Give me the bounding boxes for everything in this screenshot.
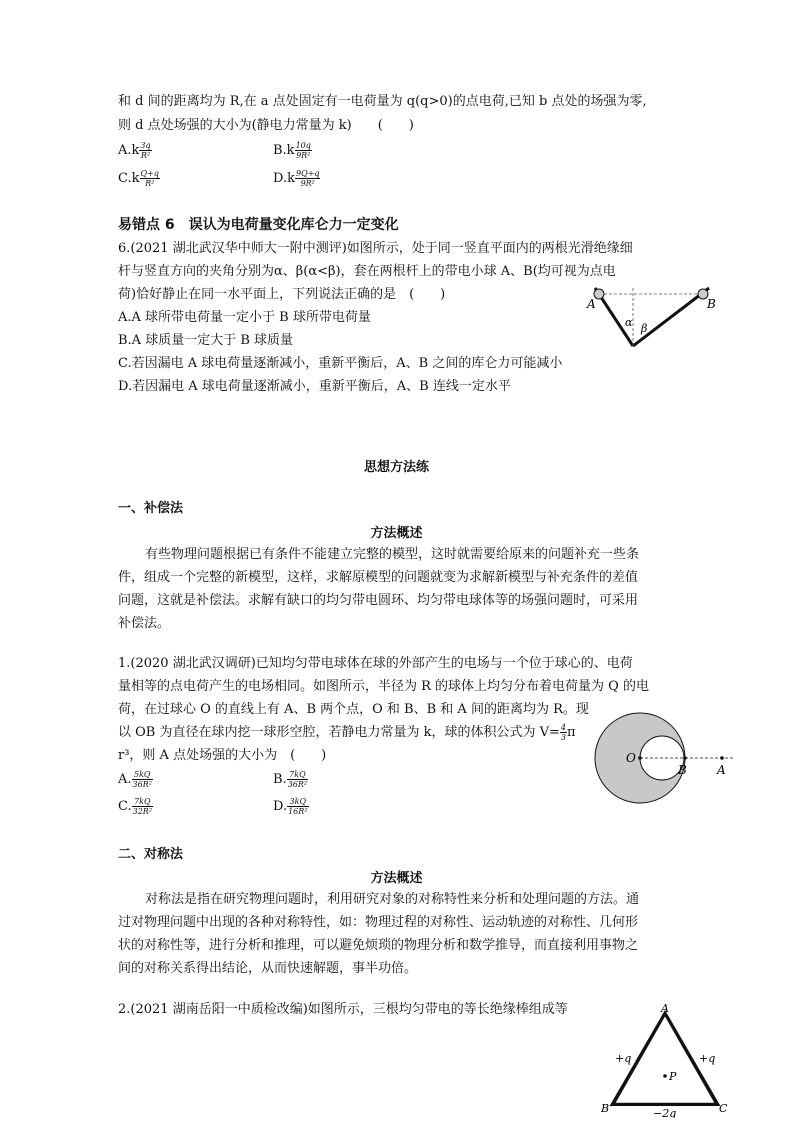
point-o bbox=[638, 756, 642, 760]
point-a bbox=[720, 756, 724, 760]
fraction: $\frac{3kQ}{\text{16R²}}$ bbox=[288, 797, 308, 816]
point-p bbox=[663, 1074, 667, 1078]
sec1-para-line2: 件，组成一个完整的新模型，这样，求解原模型的问题就变为求解新模型与补充条件的差值 bbox=[118, 570, 639, 585]
q1-option-a[interactable]: A. $\frac{5kQ}{\text{36R²}}$ bbox=[118, 770, 152, 789]
sec2-para-line1: 对称法是指在研究物理问题时，利用研究对象的对称特性来分析和处理问题的方法。通 bbox=[145, 892, 640, 907]
q1-sphere-figure bbox=[590, 700, 740, 820]
label-b: B bbox=[707, 297, 716, 311]
sec1-overview-title: 方法概述 bbox=[370, 526, 423, 541]
pitfall-6-title: 易错点 6 误认为电荷量变化库仑力一定变化 bbox=[118, 217, 399, 233]
q6-line2: 杆与竖直方向的夹角分别为α、β(α<β)，套在两根杆上的带电小球 A、B(均可视为点电 bbox=[118, 264, 616, 279]
q1-line4: 以 OB 为直径在球内挖一球形空腔，若静电力常量为 k，球的体积公式为 V= $\frac{4}{3}$ π bbox=[118, 723, 576, 742]
q1-line5: r³，则 A 点处场强的大小为 ( ) bbox=[118, 748, 327, 763]
label-beta: β bbox=[641, 322, 648, 335]
label-p: P bbox=[669, 1070, 677, 1083]
label-b: B bbox=[678, 763, 687, 777]
rod-right bbox=[633, 288, 709, 346]
q2-triangle-figure bbox=[595, 1000, 735, 1118]
q6-option-b[interactable]: B.A 球质量一定大于 B 球质量 bbox=[118, 333, 294, 348]
label-b: B bbox=[601, 1102, 610, 1115]
label-bottom-charge: −2q bbox=[653, 1107, 677, 1118]
q5-line1: 和 d 间的距离均为 R,在 a 点处固定有一电荷量为 q(q>0)的点电荷,已知 b 点处的场强为零, bbox=[118, 94, 647, 109]
sec2-overview-title: 方法概述 bbox=[370, 871, 423, 886]
label-a: A bbox=[717, 763, 726, 777]
q5-option-c[interactable]: C.k $\frac{Q+q}{\text{R²}}$ bbox=[118, 169, 159, 188]
sec1-heading: 一、补偿法 bbox=[118, 501, 184, 516]
sec2-para-line2: 过对物理问题中出现的各种对称特性，如：物理过程的对称性、运动轨迹的对称性、几何形 bbox=[118, 915, 639, 930]
sec1-para-line1: 有些物理问题根据已有条件不能建立完整的模型，这时就需要给原来的问题补充一些条 bbox=[145, 547, 640, 562]
label-c: C bbox=[719, 1102, 728, 1115]
sec2-para-line3: 状的对称性等，进行分析和推理，可以避免烦琐的物理分析和数学推导，而直接利用事物之 bbox=[118, 938, 639, 953]
label-left-charge: +q bbox=[615, 1052, 632, 1065]
fraction: $\frac{4}{3}$ bbox=[560, 723, 566, 742]
fraction: $\frac{7kQ}{\text{36R²}}$ bbox=[287, 770, 308, 789]
q5-option-a[interactable]: A.k $\frac{3q}{\text{R²}}$ bbox=[118, 141, 151, 160]
q1-option-d[interactable]: D. $\frac{3kQ}{\text{16R²}}$ bbox=[273, 797, 308, 816]
fraction: $\frac{9Q+q}{\text{9R²}}$ bbox=[295, 169, 320, 188]
label-o: O bbox=[626, 751, 636, 765]
sec2-heading: 二、对称法 bbox=[118, 847, 184, 862]
q5-option-d[interactable]: D.k $\frac{9Q+q}{\text{9R²}}$ bbox=[273, 169, 320, 188]
q6-option-c[interactable]: C.若因漏电 A 球电荷量逐渐减小，重新平衡后，A、B 之间的库仑力可能减小 bbox=[118, 356, 563, 371]
q1-line3: 荷，在过球心 O 的直线上有 A、B 两个点，O 和 B、B 和 A 间的距离均为 R。现 bbox=[118, 702, 589, 717]
point-b bbox=[683, 756, 687, 760]
q6-rods-figure bbox=[585, 280, 720, 355]
fraction: $\frac{7kQ}{\text{32R²}}$ bbox=[132, 797, 153, 816]
q2-line1: 2.(2021 湖南岳阳一中质检改编)如图所示，三根均匀带电的等长绝缘棒组成等 bbox=[118, 1002, 568, 1017]
sec2-para-line4: 间的对称关系得出结论，从而快速解题，事半功倍。 bbox=[118, 961, 418, 976]
section-title: 思想方法练 bbox=[363, 460, 429, 475]
q6-option-d[interactable]: D.若因漏电 A 球电荷量逐渐减小，重新平衡后，A、B 连线一定水平 bbox=[118, 379, 511, 394]
label-right-charge: +q bbox=[699, 1052, 716, 1065]
q6-option-a[interactable]: A.A 球所带电荷量一定小于 B 球所带电荷量 bbox=[118, 310, 371, 325]
q6-line1: 6.(2021 湖北武汉华中师大一附中测评)如图所示，处于同一竖直平面内的两根光滑绝缘细 bbox=[118, 241, 633, 256]
q1-line1: 1.(2020 湖北武汉调研)已知均匀带电球体在球的外部产生的电场与一个位于球心的、电荷 bbox=[118, 656, 633, 671]
label-alpha: α bbox=[625, 316, 633, 329]
q5-option-b[interactable]: B.k $\frac{10q}{\text{9R²}}$ bbox=[273, 141, 311, 160]
q1-option-c[interactable]: C. $\frac{7kQ}{\text{32R²}}$ bbox=[118, 797, 153, 816]
q5-line2: 则 d 点处场强的大小为(静电力常量为 k) ( ) bbox=[118, 118, 414, 133]
q1-line2: 量相等的点电荷产生的电场相同。如图所示，半径为 R 的球体上均匀分布着电荷量为 Q 的电 bbox=[118, 679, 649, 694]
q1-option-b[interactable]: B. $\frac{7kQ}{\text{36R²}}$ bbox=[273, 770, 308, 789]
fraction: $\frac{10q}{\text{9R²}}$ bbox=[295, 141, 311, 160]
fraction: $\frac{5kQ}{\text{36R²}}$ bbox=[132, 770, 152, 789]
fraction: $\frac{Q+q}{\text{R²}}$ bbox=[140, 169, 159, 188]
label-a: A bbox=[587, 297, 596, 311]
sec1-para-line3: 问题，这就是补偿法。求解有缺口的均匀带电圆环、均匀带电球体等的场强问题时，可采用 bbox=[118, 593, 639, 608]
fraction: $\frac{3q}{\text{R²}}$ bbox=[140, 141, 151, 160]
sec1-para-line4: 补偿法。 bbox=[118, 616, 171, 631]
label-a: A bbox=[661, 1002, 669, 1015]
q6-line3: 荷)恰好静止在同一水平面上，下列说法正确的是 ( ) bbox=[118, 287, 446, 302]
